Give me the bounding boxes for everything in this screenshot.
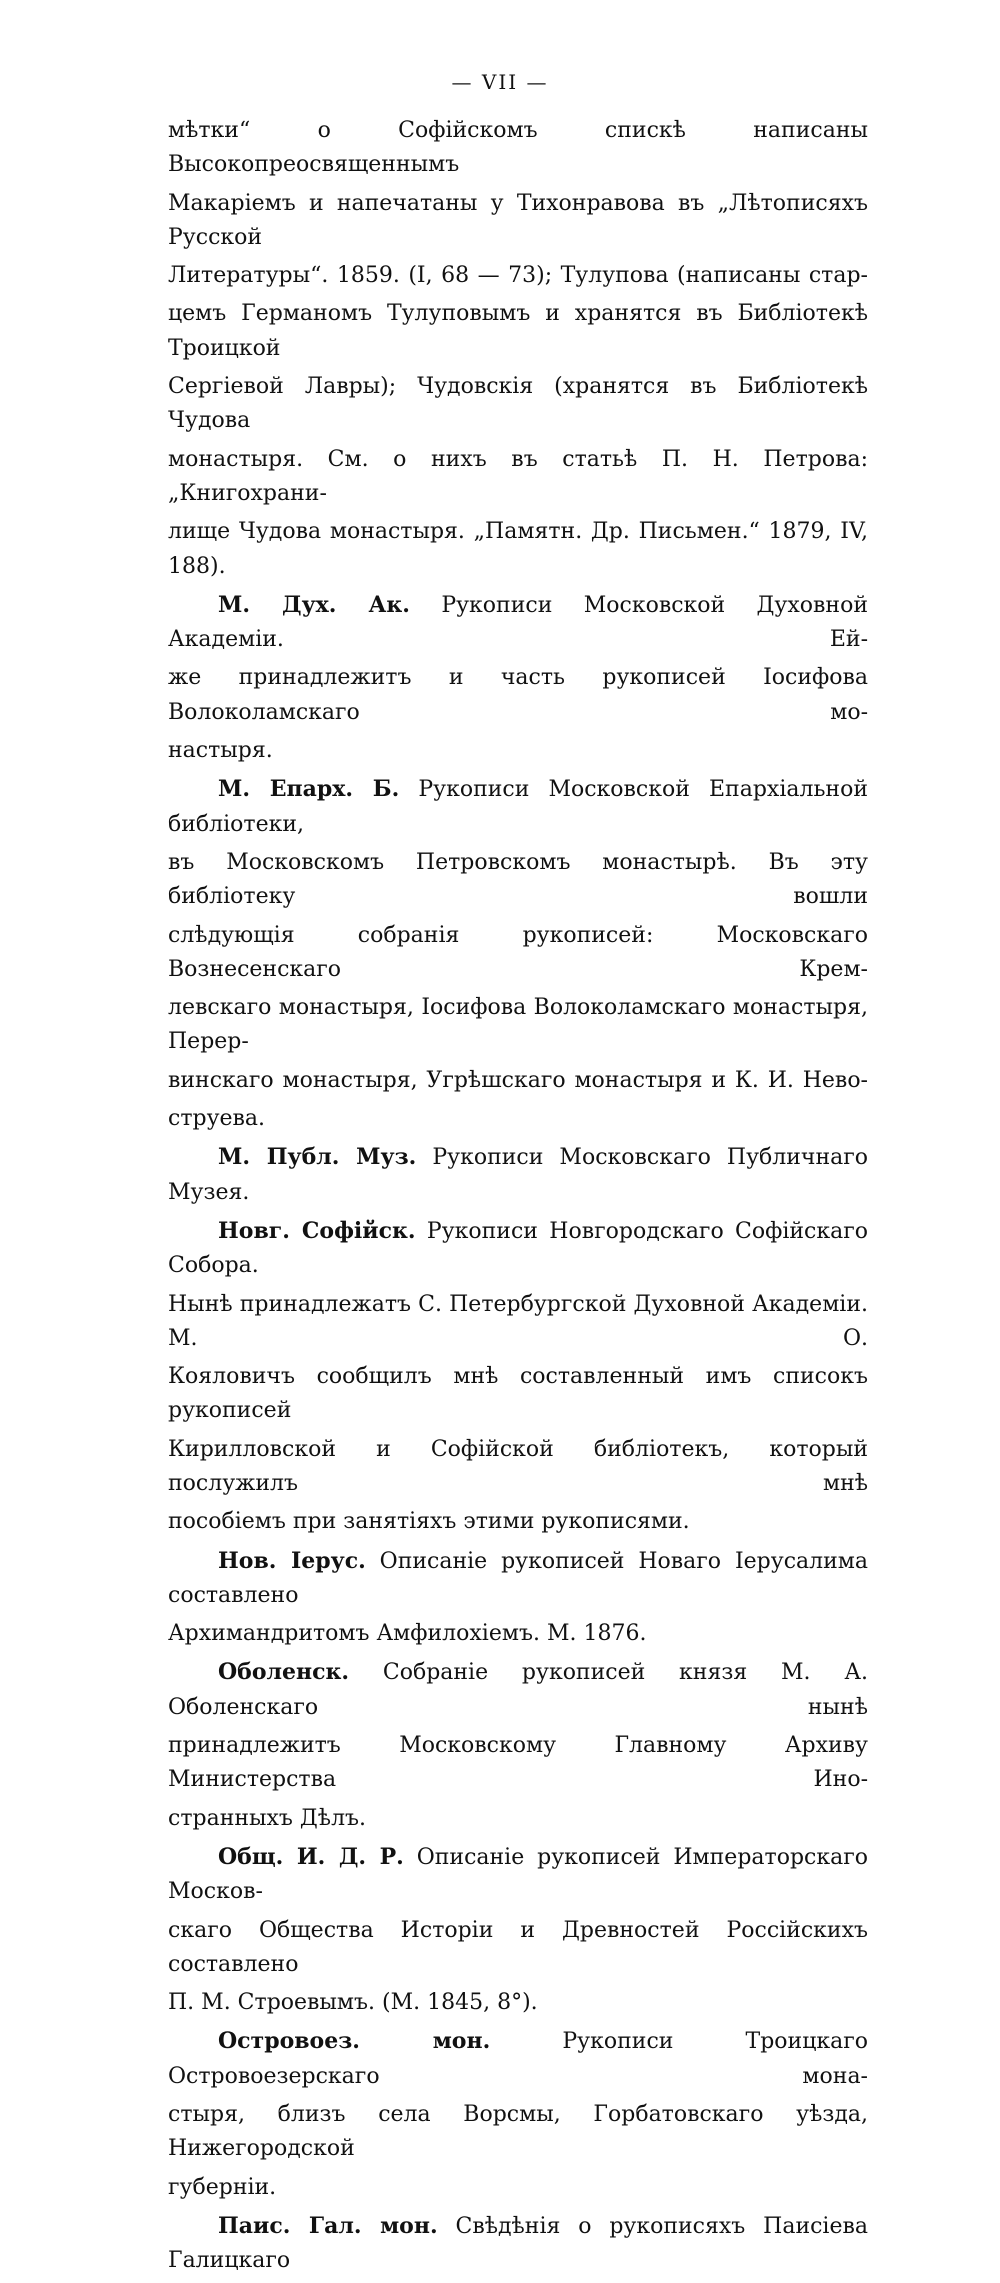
entry-text: Рукописи Московской Епархіальной библіотеки, (168, 777, 868, 837)
text-line (168, 1102, 868, 1136)
entry-text: Рукописи Новгородскаго Софійскаго Собора. (168, 1218, 868, 1279)
text-line (168, 1140, 868, 1210)
entry-text: скаго Общества Исторіи и Древностей Россійскихъ составлено (168, 1917, 868, 1977)
entry-abbreviation: Оболенск. (218, 1659, 350, 1686)
entry-text: Собраніе рукописей князя М. А. Оболенскаго нынѣ (168, 1660, 868, 1720)
entry-text: Сергіевой Лавры); Чудовскія (хранятся въ Библіотекѣ Чудова (168, 374, 868, 434)
entry-text: Литературы“. 1859. (I, 68 — 73); Тулупова (написаны стар- (168, 263, 868, 289)
text-body (168, 114, 868, 2283)
entry-text: Макаріемъ и напечатаны у Тихонравова въ „Лѣтописяхъ Русской (168, 190, 868, 250)
entry-text: монастыря. См. о нихъ въ статьѣ П. Н. Петрова: „Книгохрани- (168, 446, 868, 506)
entry-text: Свѣдѣнія о рукописяхъ Паисіева Галицкаго (168, 2213, 868, 2274)
text-line (168, 114, 868, 183)
text-line (168, 588, 868, 658)
entry-text: стыря, близъ села Ворсмы, Горбатовскаго уѣзда, Нижегородской (168, 2102, 868, 2162)
text-line (168, 1505, 868, 1539)
entry-text: Рукописи Троицкаго Островоезерскаго мона- (168, 2029, 868, 2089)
entry-text: П. М. Строевымъ. (М. 1845, 8°). (168, 1990, 538, 2016)
entry-text: слѣдующія собранія рукописей: Московскаго Вознесенскаго Крем- (168, 922, 868, 982)
entry-abbreviation: Общ. И. Д. Р. (218, 1843, 404, 1870)
text-line (168, 1544, 868, 1614)
text-line (168, 734, 868, 768)
text-line (168, 1914, 868, 1983)
text-line (168, 187, 868, 256)
entry-text: странныхъ Дѣлъ. (168, 1805, 367, 1831)
text-line (168, 443, 868, 512)
entry-text: Описаніе рукописей Императорскаго Москов- (168, 1844, 868, 1905)
text-line (168, 1617, 868, 1651)
text-line (168, 370, 868, 439)
text-line (168, 2171, 868, 2205)
text-line (168, 1288, 868, 1357)
text-line (168, 2098, 868, 2167)
text-line (168, 846, 868, 915)
text-line (168, 991, 868, 1060)
entry-text: струева. (168, 1106, 266, 1132)
text-line (168, 772, 868, 842)
text-line (168, 1802, 868, 1836)
text-line (168, 2209, 868, 2279)
text-line (168, 259, 868, 293)
entry-text: Архимандритомъ Амфилохіемъ. М. 1876. (168, 1621, 647, 1647)
text-line (168, 2024, 868, 2094)
entry-text: Рукописи Московскаго Публичнаго Музея. (168, 1145, 869, 1205)
entry-text: лище Чудова монастыря. „Памятн. Др. Письмен.“ 1879, IV, 188). (168, 519, 868, 579)
entry-abbreviation: Островоез. мон. (218, 2028, 491, 2055)
text-line (168, 1655, 868, 1725)
entry-text: въ Московскомъ Петровскомъ монастырѣ. Въ эту библіотеку вошли (168, 849, 868, 910)
entry-text: левскаго монастыря, Іосифова Волоколамскаго монастыря, Перер- (168, 995, 868, 1055)
entry-abbreviation: Нов. Іерус. (218, 1547, 366, 1574)
entry-abbreviation: М. Публ. Муз. (218, 1144, 417, 1171)
text-line (168, 1729, 868, 1798)
entry-text: настыря. (168, 738, 273, 764)
entry-text: Кирилловской и Софійской библіотекъ, который послужилъ мнѣ (168, 1436, 868, 1496)
entry-abbreviation: М. Епарх. Б. (218, 776, 400, 803)
page-number: — VII — (451, 70, 549, 94)
entry-text: винскаго монастыря, Угрѣшскаго монастыря и К. И. Нево- (168, 1067, 868, 1093)
entry-text: Нынѣ принадлежатъ С. Петербургской Духовной Академіи. М. О. (168, 1291, 868, 1351)
entry-text: мѣтки“ о Софійскомъ спискѣ написаны Высокопреосвященнымъ (168, 118, 868, 178)
text-line (168, 661, 868, 730)
text-line (168, 919, 868, 988)
entry-text: же принадлежитъ и часть рукописей Іосифова Волоколамскаго мо- (168, 665, 868, 725)
entry-abbreviation: Паис. Гал. мон. (218, 2212, 438, 2239)
text-line (168, 1214, 868, 1284)
text-line (168, 515, 868, 584)
entry-text: принадлежитъ Московскому Главному Архиву Министерства Ино- (168, 1733, 868, 1793)
entry-text: Рукописи Московской Духовной Академіи. Ей- (168, 592, 868, 653)
text-line (168, 1064, 868, 1098)
entry-text: цемъ Германомъ Тулуповымъ и хранятся въ Библіотекѣ Троицкой (168, 301, 868, 361)
entry-text: губерніи. (168, 2174, 277, 2200)
entry-text: пособіемъ при занятіяхъ этими рукописями. (168, 1509, 690, 1535)
text-line (168, 297, 868, 366)
text-line (168, 1433, 868, 1502)
text-line (168, 1986, 868, 2020)
entry-text: Описаніе рукописей Новаго Іерусалима составлено (168, 1548, 868, 1608)
text-line (168, 1360, 868, 1429)
entry-text: Кояловичъ сообщилъ мнѣ составленный имъ списокъ рукописей (168, 1364, 868, 1424)
entry-abbreviation: Новг. Софійск. (218, 1217, 416, 1244)
text-line (168, 1840, 868, 1910)
entry-abbreviation: М. Дух. Ак. (218, 591, 410, 618)
